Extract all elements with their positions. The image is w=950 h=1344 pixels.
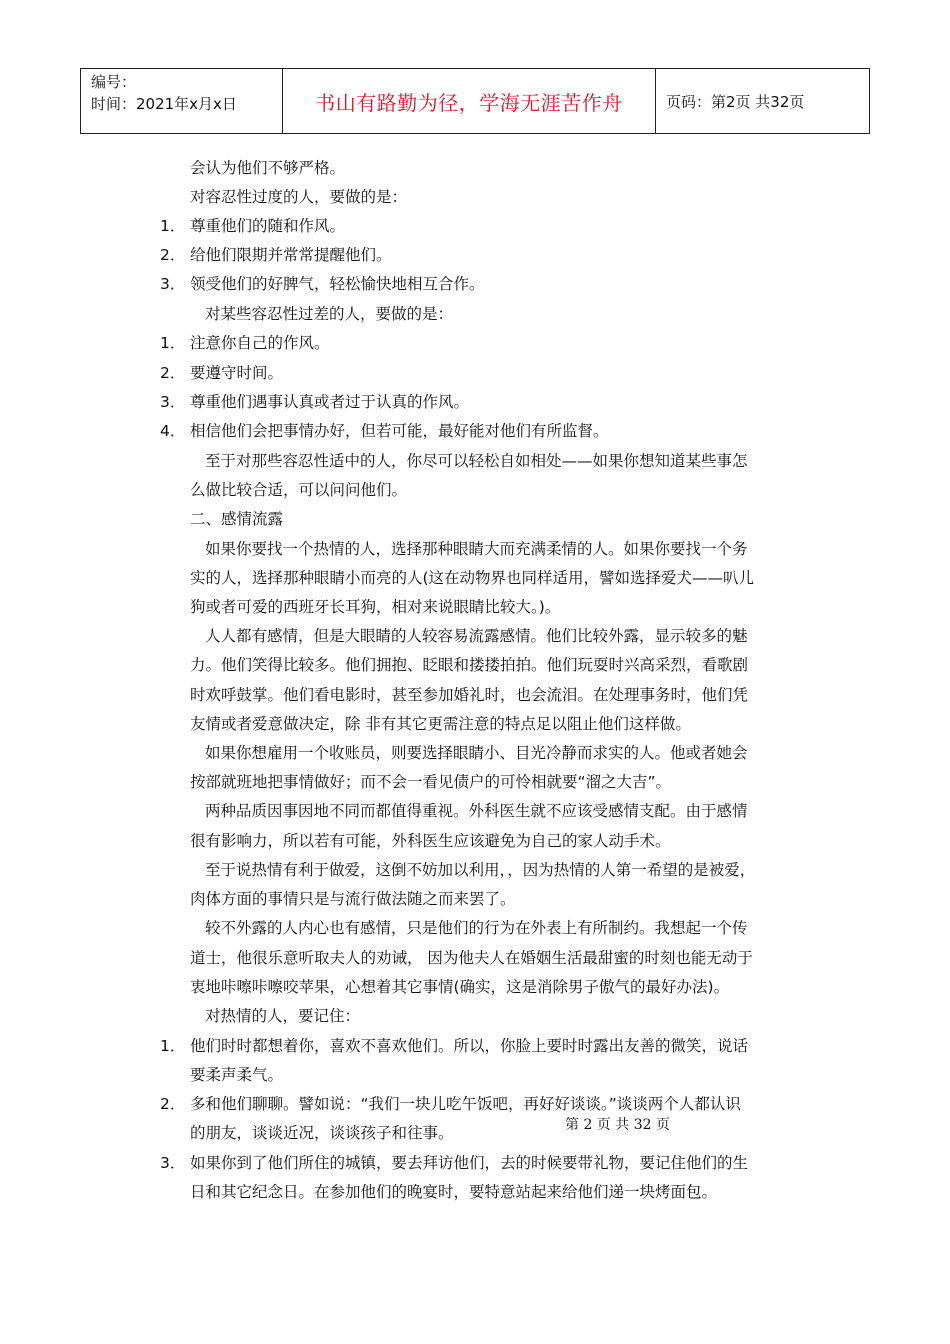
list-item (160, 274, 485, 294)
list-number: 3． (160, 1154, 186, 1172)
paragraph-line: 人人都有感情，但是大眼睛的人较容易流露感情。他们比较外露，显示较多的魅 (205, 627, 748, 645)
list-item (160, 1094, 741, 1114)
date-label: 时间：2021年x月x日 (91, 95, 237, 113)
paragraph-line: 对某些容忍性过差的人，要做的是： (205, 305, 454, 323)
list-item (160, 216, 345, 236)
list-item-text: 注意你自己的作风。 (190, 334, 330, 352)
document-header (80, 68, 870, 134)
paragraph-line: 较不外露的人内心也有感情，只是他们的行为在外表上有所制约。我想起一个传 (205, 919, 748, 937)
list-item (160, 392, 469, 412)
paragraph-line: 衷地咔嚓咔嚓咬苹果，心想着其它事情(确实，这是消除男子傲气的最好办法)。 (190, 978, 730, 996)
paragraph-line: 两种品质因事因地不同而都值得重视。外科医生就不应该受感情支配。由于感情 (205, 802, 748, 820)
paragraph-line: 道士，他很乐意听取夫人的劝诫， 因为他夫人在婚姻生活最甜蜜的时刻也能无动于 (190, 949, 753, 967)
paragraph-line: 如果你想雇用一个收账员，则要选择眼睛小、目光冷静而求实的人。他或者她会 (205, 744, 748, 762)
paragraph-line: 力。他们笑得比较多。他们拥抱、眨眼和搂搂拍拍。他们玩耍时兴高采烈，看歌剧 (190, 656, 749, 674)
paragraph-line: 对容忍性过度的人，要做的是： (190, 188, 408, 206)
paragraph-line: 会认为他们不够严格。 (190, 159, 346, 177)
paragraph-line: 时欢呼鼓掌。他们看电影时，甚至参加婚礼时，也会流泪。在处理事务时，他们凭 (190, 686, 749, 704)
list-item (160, 1036, 748, 1056)
paragraph-line: 日和其它纪念日。在参加他们的晚宴时，要特意站起来给他们递一块烤面包。 (190, 1183, 718, 1201)
list-number: 1． (160, 334, 186, 352)
page-footer-number: 第 2 页 共 32 页 (565, 1117, 670, 1133)
list-item-text: 相信他们会把事情办好，但若可能，最好能对他们有所监督。 (190, 422, 609, 440)
list-number: 4． (160, 422, 186, 440)
paragraph-line: 实的人，选择那种眼睛小而亮的人(这在动物界也同样适用，譬如选择爱犬——叭儿 (190, 569, 755, 587)
list-item-text: 尊重他们的随和作风。 (190, 217, 346, 235)
page-number-label: 页码：第2页 共32页 (666, 92, 805, 111)
paragraph-line: 很有影响力，所以若有可能，外科医生应该避免为自己的家人动手术。 (190, 832, 671, 850)
list-number: 1． (160, 1037, 186, 1055)
list-item (160, 1153, 748, 1173)
header-meta-cell (81, 69, 283, 133)
paragraph-line: 么做比较合适，可以问问他们。 (190, 481, 408, 499)
list-number: 2． (160, 1095, 186, 1113)
list-number: 3． (160, 393, 186, 411)
list-number: 2． (160, 364, 186, 382)
paragraph-line: 友情或者爱意做决定，除 非有其它更需注意的特点足以阻止他们这样做。 (190, 715, 691, 733)
paragraph-line: 狗或者可爱的西班牙长耳狗，相对来说眼睛比较大。)。 (190, 598, 561, 616)
list-number: 2． (160, 246, 186, 264)
list-item-text: 尊重他们遇事认真或者过于认真的作风。 (190, 393, 470, 411)
paragraph-line: 如果你要找一个热情的人，选择那种眼睛大而充满柔情的人。如果你要找一个务 (205, 540, 748, 558)
paragraph-line: 要柔声柔气。 (190, 1066, 284, 1084)
list-item (160, 363, 283, 383)
list-item-text: 如果你到了他们所住的城镇，要去拜访他们，去的时候要带礼物，要记住他们的生 (190, 1154, 749, 1172)
list-number: 3． (160, 275, 186, 293)
paragraph-line: 的朋友，谈谈近况，谈谈孩子和往事。 (190, 1124, 454, 1142)
paragraph-line: 肉体方面的事情只是与流行做法随之而来罢了。 (190, 890, 516, 908)
paragraph-line: 至于说热情有利于做爱，这倒不妨加以利用，，因为热情的人第一希望的是被爱， (205, 861, 756, 879)
list-item (160, 421, 609, 441)
paragraph-line: 对热情的人，要记住： (205, 1007, 361, 1025)
paragraph-line: 按部就班地把事情做好；而不会一看见债户的可怜相就要“溜之大吉”。 (190, 773, 672, 791)
header-motto-cell (283, 69, 656, 133)
header-page-cell (656, 69, 869, 133)
section-heading: 二、感情流露 (190, 510, 284, 528)
list-item-text: 给他们限期并常常提醒他们。 (190, 246, 392, 264)
list-item-text: 他们时时都想着你，喜欢不喜欢他们。所以，你脸上要时时露出友善的微笑，说话 (190, 1037, 749, 1055)
list-item (160, 333, 330, 353)
list-number: 1． (160, 217, 186, 235)
list-item-text: 领受他们的好脾气，轻松愉快地相互合作。 (190, 275, 485, 293)
serial-number-label: 编号： (91, 73, 137, 91)
list-item-text: 多和他们聊聊。譬如说：“我们一块儿吃午饭吧，再好好谈谈。”谈谈两个人都认识 (190, 1095, 741, 1113)
paragraph-line: 至于对那些容忍性适中的人，你尽可以轻松自如相处——如果你想知道某些事怎 (205, 452, 748, 470)
motto-text: 书山有路勤为径，学海无涯苦作舟 (315, 90, 623, 115)
list-item (160, 245, 392, 265)
list-item-text: 要遵守时间。 (190, 364, 284, 382)
